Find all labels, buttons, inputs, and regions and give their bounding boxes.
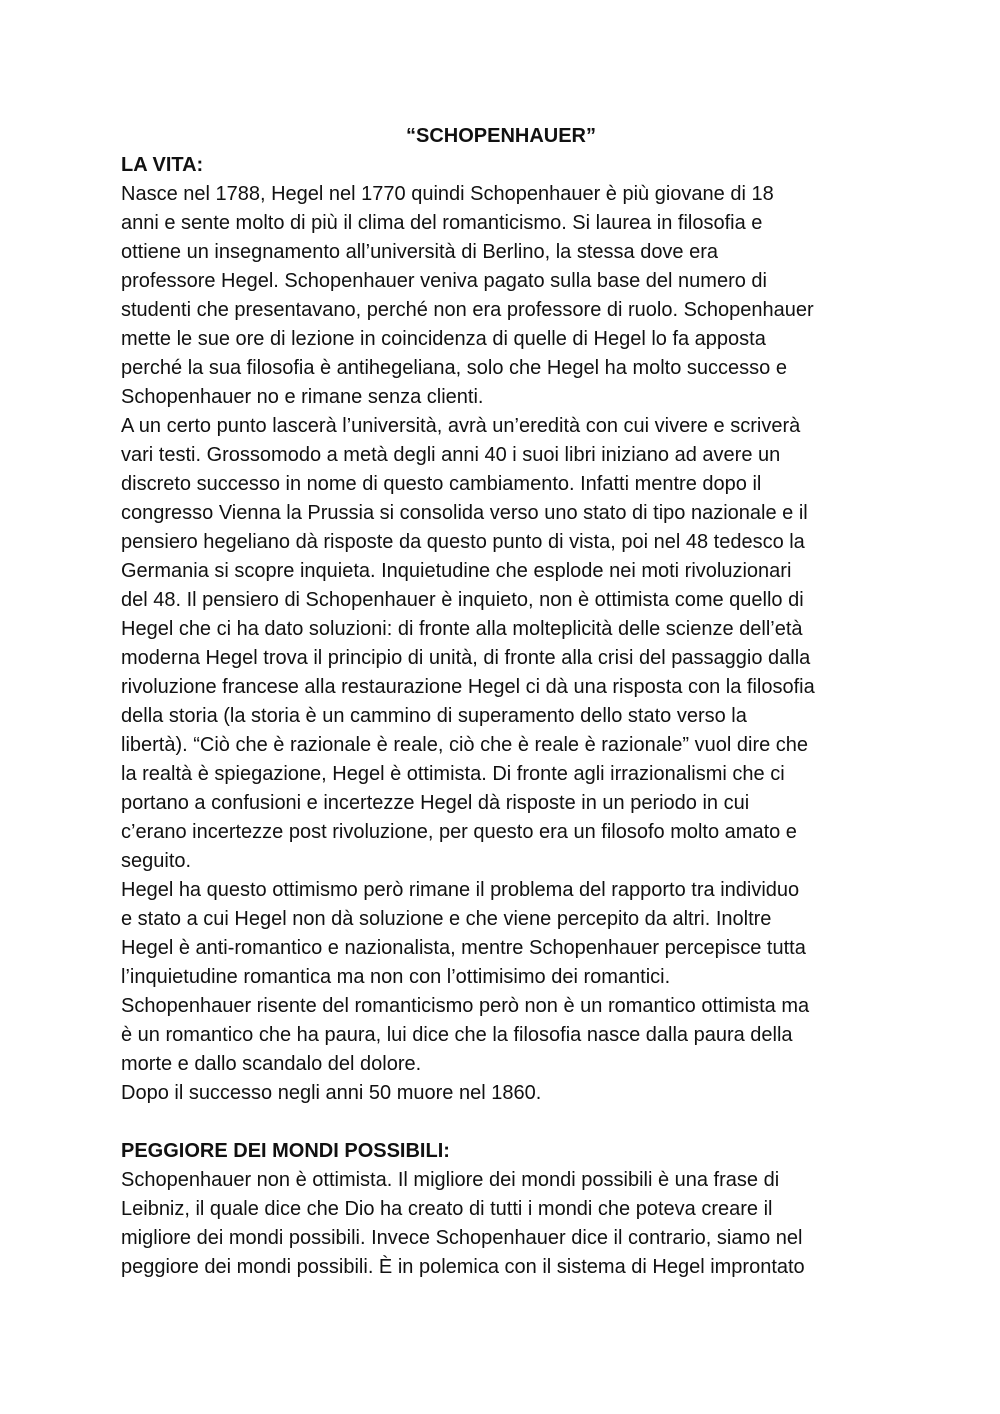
text-line: vari testi. Grossomodo a metà degli anni 40 i suoi libri iniziano ad avere un — [121, 444, 781, 466]
text-line: del 48. Il pensiero di Schopenhauer è inquieto, non è ottimista come quello di — [121, 589, 804, 611]
text-line: Dopo il successo negli anni 50 muore nel 1860. — [121, 1082, 542, 1104]
text-line: morte e dallo scandalo del dolore. — [121, 1053, 422, 1075]
text-line: portano a confusioni e incertezze Hegel dà risposte in un periodo in cui — [121, 792, 750, 814]
text-line: Schopenhauer risente del romanticismo però non è un romantico ottimista ma — [121, 995, 810, 1017]
paragraph — [121, 1166, 881, 1282]
text-line: libertà). “Ciò che è razionale è reale, ciò che è reale è razionale” vuol dire che — [121, 734, 809, 756]
text-line: Leibniz, il quale dice che Dio ha creato di tutti i mondi che poteva creare il — [121, 1198, 773, 1220]
text-line: A un certo punto lascerà l’università, avrà un’eredità con cui vivere e scriverà — [121, 415, 801, 437]
text-line: anni e sente molto di più il clima del romanticismo. Si laurea in filosofia e — [121, 212, 763, 234]
text-line: perché la sua filosofia è antihegeliana, solo che Hegel ha molto successo e — [121, 357, 787, 379]
text-line: discreto successo in nome di questo cambiamento. Infatti mentre dopo il — [121, 473, 762, 495]
text-line: Schopenhauer non è ottimista. Il migliore dei mondi possibili è una frase di — [121, 1169, 780, 1191]
text-line: professore Hegel. Schopenhauer veniva pagato sulla base del numero di — [121, 270, 767, 292]
text-line: c’erano incertezze post rivoluzione, per questo era un filosofo molto amato e — [121, 821, 797, 843]
paragraph — [121, 412, 881, 876]
text-line: Schopenhauer no e rimane senza clienti. — [121, 386, 484, 408]
text-line: la realtà è spiegazione, Hegel è ottimista. Di fronte agli irrazionalismi che ci — [121, 763, 785, 785]
paragraph — [121, 1079, 881, 1108]
text-line: Hegel che ci ha dato soluzioni: di fronte alla molteplicità delle scienze dell’età — [121, 618, 803, 640]
text-line: Hegel è anti-romantico e nazionalista, mentre Schopenhauer percepisce tutta — [121, 937, 806, 959]
section-spacer — [121, 1108, 881, 1137]
text-line: migliore dei mondi possibili. Invece Schopenhauer dice il contrario, siamo nel — [121, 1227, 803, 1249]
document-body — [121, 122, 881, 1282]
text-line: seguito. — [121, 850, 192, 872]
text-line: è un romantico che ha paura, lui dice che la filosofia nasce dalla paura della — [121, 1024, 793, 1046]
text-line: della storia (la storia è un cammino di superamento dello stato verso la — [121, 705, 747, 727]
section-heading: PEGGIORE DEI MONDI POSSIBILI: — [121, 1140, 450, 1162]
text-line: ottiene un insegnamento all’università di Berlino, la stessa dove era — [121, 241, 719, 263]
document-title: “SCHOPENHAUER” — [405, 125, 597, 147]
text-line: congresso Vienna la Prussia si consolida verso uno stato di tipo nazionale e il — [121, 502, 808, 524]
text-line: l’inquietudine romantica ma non con l’ottimisimo dei romantici. — [121, 966, 671, 988]
text-line: Hegel ha questo ottimismo però rimane il problema del rapporto tra individuo — [121, 879, 800, 901]
paragraph — [121, 876, 881, 992]
text-line: moderna Hegel trova il principio di unità, di fronte alla crisi del passaggio dalla — [121, 647, 811, 669]
paragraph — [121, 992, 881, 1079]
text-line: e stato a cui Hegel non dà soluzione e che viene percepito da altri. Inoltre — [121, 908, 772, 930]
text-line: Germania si scopre inquieta. Inquietudine che esplode nei moti rivoluzionari — [121, 560, 792, 582]
document-sections — [121, 151, 881, 1282]
text-line: Nasce nel 1788, Hegel nel 1770 quindi Schopenhauer è più giovane di 18 — [121, 183, 774, 205]
text-line: studenti che presentavano, perché non era professore di ruolo. Schopenhauer — [121, 299, 814, 321]
text-line: rivoluzione francese alla restaurazione Hegel ci dà una risposta con la filosofia — [121, 676, 815, 698]
paragraph — [121, 180, 881, 412]
text-line: pensiero hegeliano dà risposte da questo punto di vista, poi nel 48 tedesco la — [121, 531, 805, 553]
section-heading: LA VITA: — [121, 154, 204, 176]
text-line: mette le sue ore di lezione in coincidenza di quelle di Hegel lo fa apposta — [121, 328, 766, 350]
text-line: peggiore dei mondi possibili. È in polemica con il sistema di Hegel improntato — [121, 1256, 805, 1278]
